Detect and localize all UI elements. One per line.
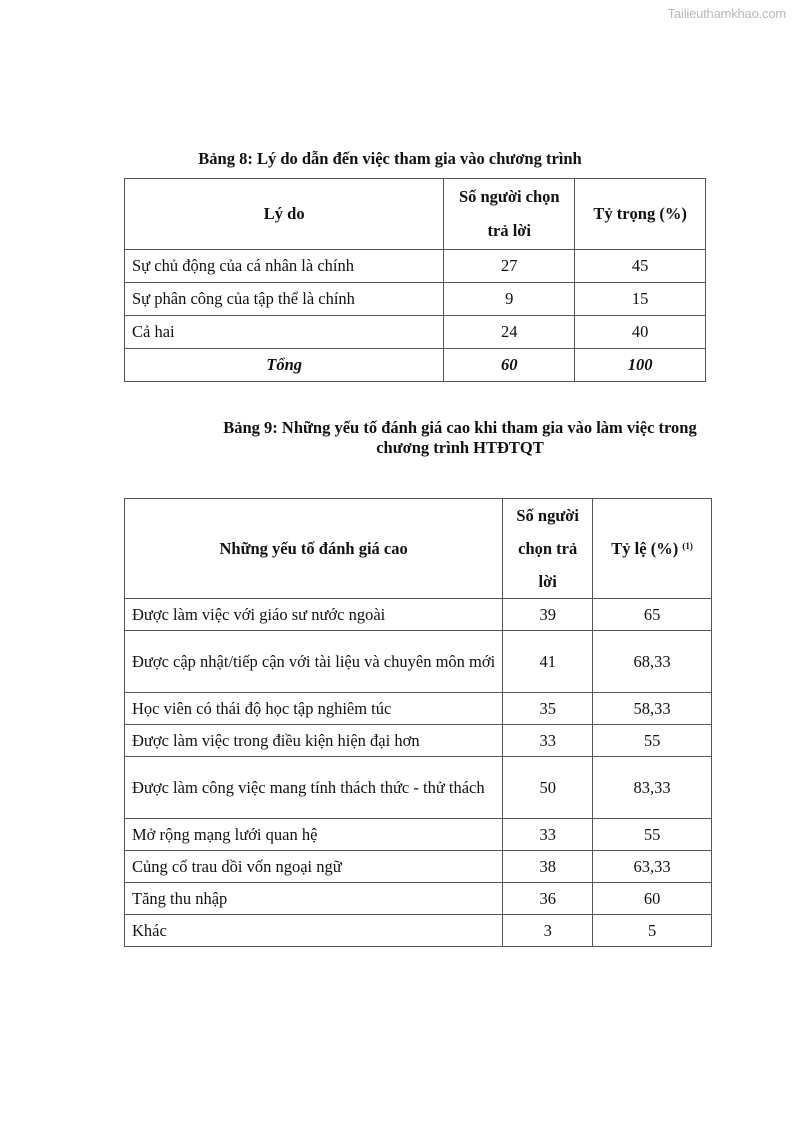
table-row — [125, 819, 712, 851]
row-percent: 15 — [575, 283, 706, 316]
table-8 — [124, 178, 706, 382]
row-count: 38 — [503, 851, 593, 883]
row-label: Được làm việc trong điều kiện hiện đại hơn — [125, 725, 503, 757]
table-8-caption: Bảng 8: Lý do dẫn đến việc tham gia vào chương trình — [198, 149, 582, 168]
table-9 — [124, 498, 712, 947]
table-row — [125, 851, 712, 883]
total-row — [125, 349, 706, 382]
row-percent: 55 — [593, 819, 712, 851]
column-header-factor: Những yếu tố đánh giá cao — [125, 499, 503, 599]
row-percent: 83,33 — [593, 757, 712, 819]
row-count: 36 — [503, 883, 593, 915]
column-header-share: Tỷ trọng (%) — [575, 179, 706, 250]
table-row — [125, 599, 712, 631]
row-label: Cả hai — [125, 316, 444, 349]
row-percent: 45 — [575, 250, 706, 283]
row-label: Khác — [125, 915, 503, 947]
column-header-count: Số người chọn trả lời — [503, 499, 593, 599]
row-percent: 55 — [593, 725, 712, 757]
column-header-rate — [593, 499, 712, 599]
footnote-marker: (1) — [682, 541, 693, 551]
row-label: Củng cố trau dồi vốn ngoại ngữ — [125, 851, 503, 883]
table-9-caption-line-2: chương trình HTĐTQT — [376, 438, 544, 457]
table-row — [125, 631, 712, 693]
table-header-row — [125, 499, 712, 599]
row-count: 3 — [503, 915, 593, 947]
row-count: 39 — [503, 599, 593, 631]
table-row — [125, 316, 706, 349]
row-percent: 40 — [575, 316, 706, 349]
row-label: Được cập nhật/tiếp cận với tài liệu và chuyên môn mới — [125, 631, 503, 693]
table-9-caption-line-1: Bảng 9: Những yếu tố đánh giá cao khi tham gia vào làm việc trong — [223, 418, 697, 437]
row-count: 9 — [444, 283, 575, 316]
row-percent: 63,33 — [593, 851, 712, 883]
table-row — [125, 693, 712, 725]
row-percent: 58,33 — [593, 693, 712, 725]
total-count: 60 — [444, 349, 575, 382]
row-label: Mở rộng mạng lưới quan hệ — [125, 819, 503, 851]
table-row — [125, 883, 712, 915]
total-label: Tổng — [125, 349, 444, 382]
table-header-row — [125, 179, 706, 250]
row-label: Sự chủ động của cá nhân là chính — [125, 250, 444, 283]
row-count: 33 — [503, 725, 593, 757]
row-count: 50 — [503, 757, 593, 819]
row-count: 33 — [503, 819, 593, 851]
watermark: Tailieuthamkhao.com — [667, 6, 786, 21]
table-row — [125, 757, 712, 819]
row-percent: 60 — [593, 883, 712, 915]
table-9-caption — [160, 418, 760, 458]
table-row — [125, 725, 712, 757]
row-count: 35 — [503, 693, 593, 725]
column-header-reason: Lý do — [125, 179, 444, 250]
row-label: Tăng thu nhập — [125, 883, 503, 915]
total-percent: 100 — [575, 349, 706, 382]
row-count: 41 — [503, 631, 593, 693]
table-row — [125, 283, 706, 316]
row-count: 24 — [444, 316, 575, 349]
row-label: Được làm việc với giáo sư nước ngoài — [125, 599, 503, 631]
table-row — [125, 250, 706, 283]
row-label: Được làm công việc mang tính thách thức - thử thách — [125, 757, 503, 819]
row-label: Học viên có thái độ học tập nghiêm túc — [125, 693, 503, 725]
row-count: 27 — [444, 250, 575, 283]
row-label: Sự phân công của tập thể là chính — [125, 283, 444, 316]
column-header-count: Số người chọn trả lời — [444, 179, 575, 250]
row-percent: 65 — [593, 599, 712, 631]
row-percent: 68,33 — [593, 631, 712, 693]
column-header-rate-label: Tỷ lệ (%) — [611, 539, 679, 558]
row-percent: 5 — [593, 915, 712, 947]
table-row — [125, 915, 712, 947]
